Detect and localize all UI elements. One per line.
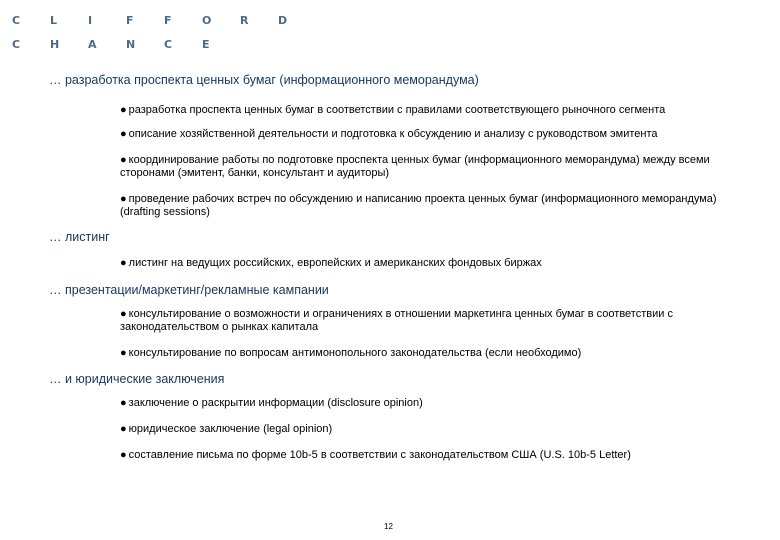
bullet-text: координирование работы по подготовке проспекта ценных бумаг (информационного меморандума) между всеми сторонами (эмитент, банки, консультант и аудиторы) bbox=[120, 154, 710, 179]
logo-letter: I bbox=[88, 14, 93, 27]
logo-letter: A bbox=[88, 38, 97, 51]
bullet-icon: ● bbox=[120, 128, 127, 140]
logo-letter: F bbox=[126, 14, 134, 27]
logo-letter: H bbox=[50, 38, 60, 51]
bullet-icon: ● bbox=[120, 449, 127, 461]
bullet-icon: ● bbox=[120, 193, 127, 205]
bullet-icon: ● bbox=[120, 154, 127, 166]
logo-letter: C bbox=[12, 14, 21, 27]
bullet-item bbox=[120, 193, 745, 219]
logo-letter: O bbox=[202, 14, 212, 27]
section-heading-prospectus: … разработка проспекта ценных бумаг (информационного меморандума) bbox=[49, 73, 479, 87]
bullet-item bbox=[120, 397, 745, 410]
bullet-item bbox=[120, 128, 745, 141]
bullet-icon: ● bbox=[120, 104, 127, 116]
section-heading-marketing: … презентации/маркетинг/рекламные кампании bbox=[49, 283, 329, 297]
logo-line-chance bbox=[12, 38, 210, 51]
section-heading-listing: … листинг bbox=[49, 230, 110, 244]
page-number: 12 bbox=[384, 522, 393, 531]
bullet-text: разработка проспекта ценных бумаг в соответствии с правилами соответствующего рыночного сегмента bbox=[128, 104, 666, 116]
bullet-item bbox=[120, 308, 745, 334]
logo-letter: F bbox=[164, 14, 172, 27]
bullet-text: листинг на ведущих российских, европейских и американских фондовых биржах bbox=[128, 257, 542, 269]
logo-letter: C bbox=[12, 38, 21, 51]
bullet-item bbox=[120, 154, 745, 180]
bullet-item bbox=[120, 104, 745, 117]
bullet-text: консультирование о возможности и ограничениях в отношении маркетинга ценных бумаг в соответствии с законодательством о рынках капитала bbox=[120, 308, 673, 333]
bullet-item bbox=[120, 449, 745, 462]
logo-letter: L bbox=[50, 14, 58, 27]
logo-letter: R bbox=[240, 14, 249, 27]
logo-letter: E bbox=[202, 38, 210, 51]
bullet-text: проведение рабочих встреч по обсуждению и написанию проекта ценных бумаг (информационного меморандума) (drafting sessions) bbox=[120, 193, 717, 218]
section-heading-legal-opinions: … и юридические заключения bbox=[49, 372, 225, 386]
logo-line-clifford bbox=[12, 14, 286, 27]
bullet-text: описание хозяйственной деятельности и подготовка к обсуждению и анализу с руководством эмитента bbox=[128, 128, 658, 140]
logo-letter: C bbox=[164, 38, 173, 51]
bullet-item bbox=[120, 257, 745, 270]
bullet-text: юридическое заключение (legal opinion) bbox=[128, 423, 333, 435]
bullet-text: консультирование по вопросам антимонопольного законодательства (если необходимо) bbox=[128, 347, 582, 359]
bullet-icon: ● bbox=[120, 347, 127, 359]
bullet-icon: ● bbox=[120, 308, 127, 320]
bullet-icon: ● bbox=[120, 423, 127, 435]
bullet-icon: ● bbox=[120, 257, 127, 269]
logo-letter: N bbox=[126, 38, 136, 51]
bullet-text: заключение о раскрытии информации (disclosure opinion) bbox=[128, 397, 423, 409]
bullet-item bbox=[120, 423, 745, 436]
bullet-icon: ● bbox=[120, 397, 127, 409]
logo-letter: D bbox=[278, 14, 288, 27]
bullet-text: составление письма по форме 10b-5 в соответствии с законодательством США (U.S. 10b-5 Letter) bbox=[128, 449, 631, 461]
bullet-item bbox=[120, 347, 745, 360]
